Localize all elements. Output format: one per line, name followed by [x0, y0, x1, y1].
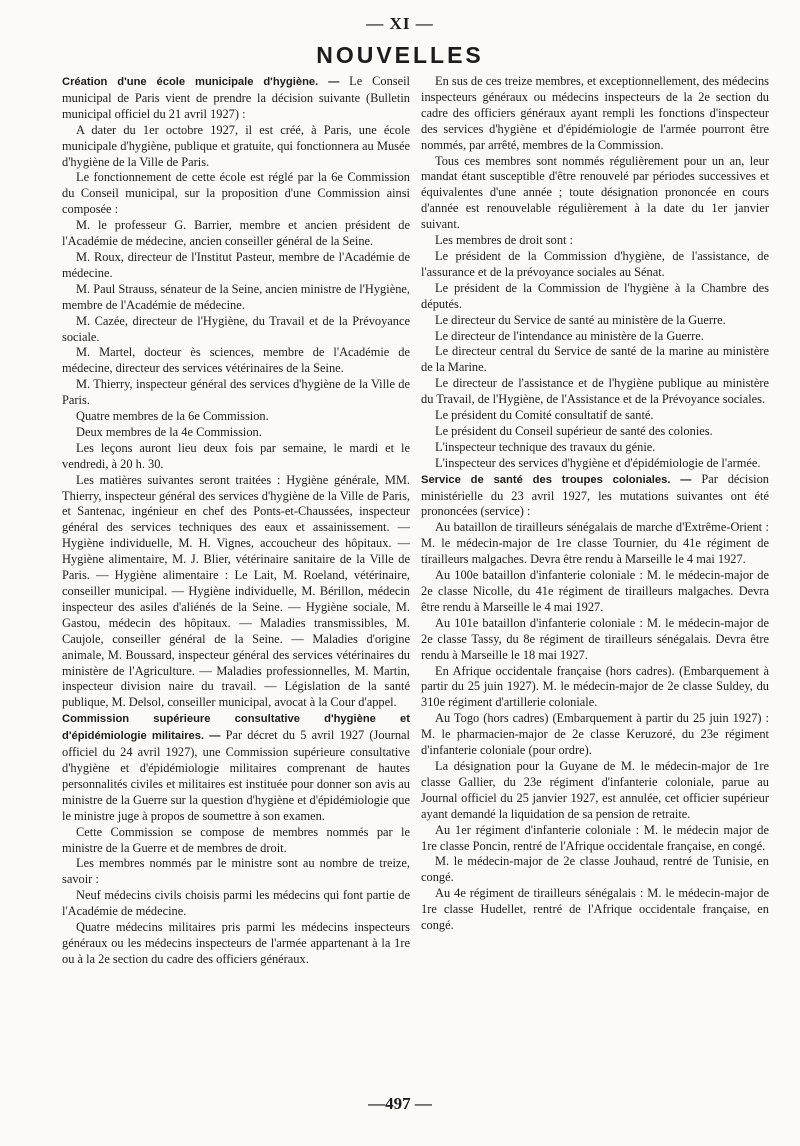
paragraph [421, 74, 769, 154]
paragraph [421, 664, 769, 712]
paragraph-text: Quatre membres de la 6e Commission. [76, 409, 269, 424]
paragraph-text: Cette Commission se compose de membres nommés par le ministre de la Guerre et de membres de droit. [62, 824, 410, 855]
paragraph-text: Tous ces membres sont nommés régulièrement pour un an, leur mandat étant susceptible d'être renouvelé par périodes successives et équivalentes d'une année ; toute désignation prononcée en cours d'année est renouvelable régulièrement à la date du 1er janvier suivant. [421, 153, 769, 232]
paragraph [62, 345, 410, 377]
paragraph-text: Par décret du 5 avril 1927 (Journal officiel du 24 avril 1927), une Commission supérieure consultative d'hygiène et d'épidémiologie militaires comprenant de hautes personnalités civiles et militaires est instituée pour donner son avis au ministre de la Guerre sur la question d'hygiène et d'épidémiologie que le ministre juge à propos de soumettre à son examen. [62, 728, 410, 823]
paragraph [421, 154, 769, 234]
paragraph [62, 377, 410, 409]
paragraph-text: La désignation pour la Guyane de M. le médecin-major de 1re classe Gallier, du 23e régiment d'infanterie coloniale, parue au Journal officiel du 25 janvier 1927, est annulée, cet officier supérieur ayant demandé la liquidation de sa pension de retraite. [421, 758, 769, 821]
paragraph-text: Le fonctionnement de cette école est réglé par la 6e Commission du Conseil municipal, sur la proposition d'une Commission ainsi composée : [62, 170, 410, 217]
paragraph-text: Le président du Conseil supérieur de santé des colonies. [435, 423, 713, 438]
paragraph [421, 249, 769, 281]
paragraph [421, 329, 769, 345]
paragraph [62, 170, 410, 218]
paragraph-text: En Afrique occidentale française (hors cadres). (Embarquement à partir du 25 juin 1927). M. le médecin-major de 2e classe Suldey, du 310e régiment d'artillerie coloniale. [421, 663, 769, 710]
paragraph [62, 218, 410, 250]
paragraph-text: M. le médecin-major de 2e classe Jouhaud, rentré de Tunisie, en congé. [421, 854, 769, 885]
paragraph-text: M. Thierry, inspecteur général des services d'hygiène de la Ville de Paris. [62, 377, 410, 408]
paragraph [62, 825, 410, 857]
paragraph-text: Au Togo (hors cadres) (Embarquement à partir du 25 juin 1927) : M. le pharmacien-major de 2e classe Keruzoré, du 23e régiment d'infanterie coloniale (pour ordre). [421, 711, 769, 758]
paragraph-text: Au 4e régiment de tirailleurs sénégalais : M. le médecin-major de 1re classe Hudellet, rentré de l'Afrique occidentale française, en congé. [421, 886, 769, 933]
paragraph [62, 473, 410, 712]
paragraph-text: Deux membres de la 4e Commission. [76, 424, 262, 439]
paragraph-text: Les leçons auront lieu deux fois par semaine, le mardi et le vendredi, à 20 h. 30. [62, 440, 410, 471]
paragraph-text: Les membres de droit sont : [435, 233, 573, 248]
paragraph-text: Les membres nommés par le ministre sont au nombre de treize, savoir : [62, 856, 410, 887]
section-heading: Création d'une école municipale d'hygiène. — [62, 76, 340, 88]
paragraph-text: Le directeur central du Service de santé de la marine au ministère de la Marine. [421, 344, 769, 375]
paragraph-text: L'inspecteur technique des travaux du génie. [435, 439, 656, 454]
paragraph [421, 472, 769, 521]
paragraph-text: Le président de la Commission d'hygiène, de l'assistance, de l'assurance et de la prévoyance sociales au Sénat. [421, 248, 769, 279]
paragraph [421, 886, 769, 934]
paragraph [421, 281, 769, 313]
page-folio: — XI — [366, 14, 434, 33]
paragraph [421, 440, 769, 456]
paragraph-text: Le président du Comité consultatif de santé. [435, 408, 654, 423]
paragraph-text: Quatre médecins militaires pris parmi les médecins inspecteurs généraux ou les médecins inspecteurs de l'armée appartenant à la 1re ou à la 2e section du cadre des officiers généraux. [62, 920, 410, 966]
paragraph [62, 409, 410, 425]
paragraph-text: Le directeur du Service de santé au ministère de la Guerre. [435, 312, 726, 327]
paragraph [421, 568, 769, 616]
paragraph-text: Par décision ministérielle du 23 avril 1927, les mutations suivantes ont été prononcées (service) : [421, 471, 769, 519]
paragraph-text: Le directeur de l'intendance au ministère de la Guerre. [435, 328, 704, 343]
paragraph-text: Au 101e bataillon d'infanterie coloniale : M. le médecin-major de 2e classe Tassy, du 8e régiment de tirailleurs sénégalais. Devra être rendu à Marseille le 18 mai 1927. [421, 615, 769, 662]
paragraph [62, 441, 410, 473]
paragraph [421, 759, 769, 823]
section-headline: NOUVELLES [316, 42, 484, 68]
paragraph [62, 250, 410, 282]
paragraph-text: Les matières suivantes seront traitées : Hygiène générale, MM. Thierry, inspecteur général des services d'hygiène de la Ville de Paris, et Santenac, ingénieur en chef des Ponts-et-Chaussées, inspecteur général des services techniques des eaux et assainissement. — Hygiène individuelle, M. H. Vignes, accoucheur des hôpitaux. — Hygiène alimentaire, M. J. Blier, vétérinaire sanitaire de la Ville de Paris. — Hygiène alimentaire : Le Lait, M. Roeland, vétérinaire, conseiller municipal. — Hygiène individuelle, M. Bérillon, médecin inspecteur des asiles d'aliénés de la Seine. — Hygiène sociale, M. Gastou, médecin des hôpitaux. — Maladies transmissibles, M. Caujole, conseiller général de la Seine. — Maladies d'origine animale, M. Boussard, inspecteur général des services vétérinaires du ministère de l'Agriculture. — Maladies professionnelles, M. Martin, inspecteur division naire du travail. — Législation de la santé publique, M. Delsol, conseiller municipal, avocat à la Cour d'appel. [62, 472, 410, 710]
paragraph-text: L'inspecteur des services d'hygiène et d'épidémiologie de l'armée. [435, 455, 761, 470]
section-heading: Service de santé des troupes coloniales. — [421, 473, 692, 486]
paragraph [62, 888, 410, 920]
paragraph [421, 616, 769, 664]
paragraph [62, 314, 410, 346]
paragraph [421, 408, 769, 424]
paragraph [62, 74, 410, 123]
paragraph [62, 920, 410, 968]
paragraph [421, 711, 769, 759]
paragraph [421, 823, 769, 855]
paragraph-text: M. Roux, directeur de l'Institut Pasteur, membre de l'Académie de médecine. [62, 249, 410, 280]
paragraph-text: Au bataillon de tirailleurs sénégalais de marche d'Extrême-Orient : M. le médecin-major de 1re classe Tournier, du 41e régiment de tirailleurs malgaches. Devra être rendu à Marseille le 4 mai 1927. [421, 520, 769, 567]
right-column [421, 74, 769, 934]
paragraph-text: M. Martel, docteur ès sciences, membre de l'Académie de médecine, directeur des services vétérinaires de la Seine. [62, 345, 410, 376]
paragraph-text: Le directeur de l'assistance et de l'hygiène publique au ministère du Travail, de l'Hygiène, de l'Assistance et de la Prévoyance sociales. [421, 376, 769, 407]
paragraph-text: M. Paul Strauss, sénateur de la Seine, ancien ministre de l'Hygiène, membre de l'Académie de médecine. [62, 281, 410, 312]
paragraph-text: En sus de ces treize membres, et exceptionnellement, des médecins inspecteurs généraux ou médecins inspecteurs de la 2e section du cadre des officiers généraux ayant rempli les fonctions d'inspecteur des services d'hygiène et d'épidémiologie de l'armée pourront être nommés, par arrêté, membres de la Commission. [421, 74, 769, 152]
paragraph [421, 456, 769, 472]
paragraph [421, 520, 769, 568]
paragraph [62, 123, 410, 171]
paragraph [62, 711, 410, 824]
paragraph-text: A dater du 1er octobre 1927, il est créé, à Paris, une école municipale d'hygiène, publique et gratuite, qui fonctionnera au Musée d'hygiène de la Ville de Paris. [62, 122, 410, 169]
paragraph [421, 854, 769, 886]
section-heading: Commission supérieure consultative d'hygiène et d'épidémiologie militaires. — [62, 713, 410, 743]
paragraph [421, 424, 769, 440]
paragraph [421, 376, 769, 408]
left-column [62, 74, 410, 968]
paragraph-text: Au 1er régiment d'infanterie coloniale : M. le médecin major de 1re classe Poncin, rentré de l'Afrique occidentale française, en congé. [421, 822, 769, 853]
page-number: —497 — [368, 1094, 432, 1113]
paragraph [421, 233, 769, 249]
paragraph-text: Le Conseil municipal de Paris vient de prendre la décision suivante (Bulletin municipal officiel du 21 avril 1927) : [62, 74, 410, 121]
paragraph-text: Au 100e bataillon d'infanterie coloniale : M. le médecin-major de 2e classe Nicolle, du 41e régiment de tirailleurs malgaches. Devra être rendu à Marseille le 4 mai 1927. [421, 568, 769, 614]
paragraph-text: M. le professeur G. Barrier, membre et ancien président de l'Académie de médecine, ancien conseiller général de la Seine. [62, 218, 410, 249]
paragraph [62, 856, 410, 888]
paragraph [421, 344, 769, 376]
paragraph [62, 282, 410, 314]
paragraph [421, 313, 769, 329]
paragraph-text: Le président de la Commission de l'hygiène à la Chambre des députés. [421, 280, 769, 311]
paragraph [62, 425, 410, 441]
paragraph-text: M. Cazée, directeur de l'Hygiène, du Travail et de la Prévoyance sociale. [62, 313, 410, 344]
paragraph-text: Neuf médecins civils choisis parmi les médecins qui font partie de l'Académie de médecine. [62, 888, 410, 919]
